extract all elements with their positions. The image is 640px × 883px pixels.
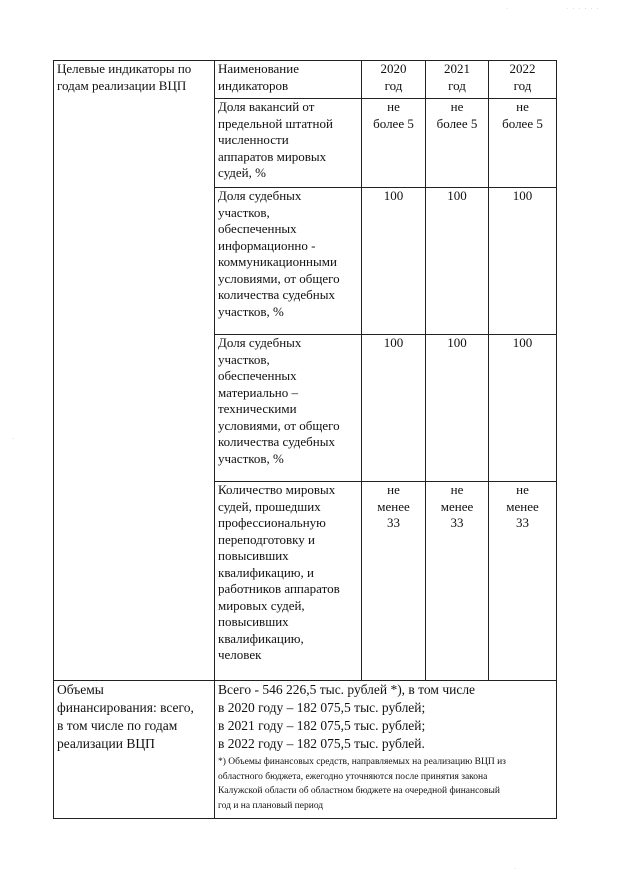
- table-header-row: [54, 61, 557, 99]
- indicator-value-2021: не менее 33: [426, 482, 489, 681]
- financing-footnote: *) Объемы финансовых средств, направляемых на реализацию ВЦП из областного бюджета, ежегодно уточняются после принятия закона Калужской области об областном бюджете на очередной финансовый год и на плановый период: [218, 757, 506, 811]
- indicator-value-2020: 100: [362, 188, 426, 335]
- indicator-name-header: Наименование индикаторов: [215, 61, 362, 99]
- indicator-value-2020: не более 5: [362, 99, 426, 188]
- indicator-value-2022: 100: [489, 188, 557, 335]
- scan-speck: · · · · · ·: [566, 5, 600, 13]
- section-label-target-indicators: Целевые индикаторы по годам реализации ВЦП: [54, 61, 215, 681]
- indicator-value-2022: не менее 33: [489, 482, 557, 681]
- indicator-value-2020: 100: [362, 335, 426, 482]
- indicator-value-2022: не более 5: [489, 99, 557, 188]
- indicator-value-2021: 100: [426, 335, 489, 482]
- year-header-2020: 2020 год: [362, 61, 426, 99]
- scan-speck: ·: [514, 865, 518, 873]
- scan-speck: ·: [12, 435, 16, 443]
- financing-year-2022: в 2022 году – 182 075,5 тыс. рублей.: [218, 736, 425, 751]
- indicator-value-2022: 100: [489, 335, 557, 482]
- financing-details: [215, 681, 557, 819]
- scan-speck: ·: [506, 5, 510, 13]
- indicator-name: Доля вакансий от предельной штатной численности аппаратов мировых судей, %: [215, 99, 362, 188]
- section-label-financing: Объемы финансирования: всего, в том числе по годам реализации ВЦП: [54, 681, 215, 819]
- year-header-2022: 2022 год: [489, 61, 557, 99]
- year-header-2021: 2021 год: [426, 61, 489, 99]
- indicator-value-2021: 100: [426, 188, 489, 335]
- financing-year-2020: в 2020 году – 182 075,5 тыс. рублей;: [218, 700, 426, 715]
- financing-row: [54, 681, 557, 819]
- financing-total: Всего - 546 226,5 тыс. рублей *), в том числе: [218, 682, 476, 697]
- indicator-name: Доля судебных участков, обеспеченных информационно - коммуникационными условиями, от общего количества судебных участков, %: [215, 188, 362, 335]
- indicator-name: Доля судебных участков, обеспеченных материально – техническими условиями, от общего количества судебных участков, %: [215, 335, 362, 482]
- indicator-value-2021: не более 5: [426, 99, 489, 188]
- passport-table: [53, 60, 557, 819]
- indicator-name: Количество мировых судей, прошедших профессиональную переподготовку и повысивших квалификацию, и работников аппаратов мировых судей, повысивших квалификацию, человек: [215, 482, 362, 681]
- indicator-value-2020: не менее 33: [362, 482, 426, 681]
- financing-year-2021: в 2021 году – 182 075,5 тыс. рублей;: [218, 718, 426, 733]
